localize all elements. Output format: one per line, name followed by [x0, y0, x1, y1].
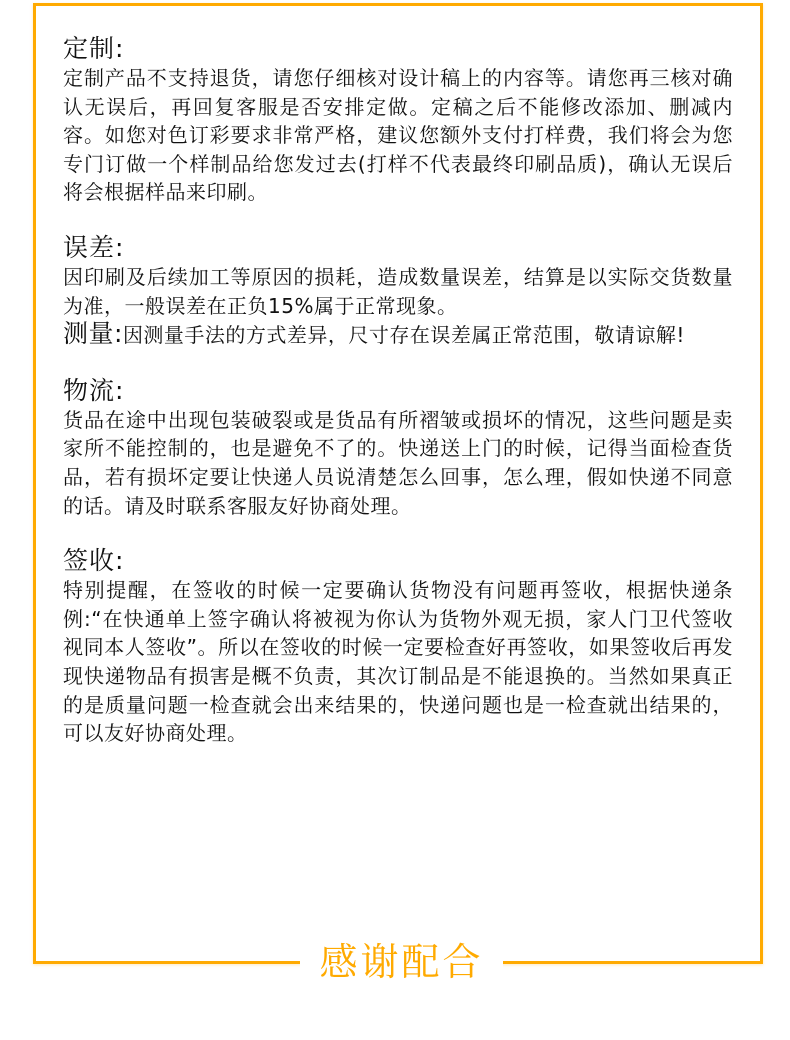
section-heading: 物流:	[63, 375, 125, 405]
section-custom	[63, 34, 733, 207]
measurement-heading: 测量:	[63, 319, 123, 349]
section-paragraph: 货品在途中出现包装破裂或是货品有所褶皱或损坏的情况，这些问题是卖家所不能控制的，也是避免不了的。快递送上门的时候，记得当面检查货品，若有损坏定要让快递人员说清楚怎么回事，怎么理，假如快递不同意的话。请及时联系客服友好协商处理。	[63, 407, 733, 518]
section-error	[63, 233, 733, 350]
section-heading: 签收:	[63, 546, 125, 576]
section-logistics	[63, 376, 733, 520]
section-paragraph: 特别提醒，在签收的时候一定要确认货物没有问题再签收，根据快递条例:“在快通单上签字确认将被视为你认为货物外观无损，家人门卫代签收视同本人签收”。所以在签收的时候一定要检查好再签收，如果签收后再发现快递物品有损害是概不负责，其次订制品是不能退换的。当然如果真正的是质量问题一检查就会出来结果的，快递问题也是一检查就出结果的，可以友好协商处理。	[63, 578, 733, 746]
section-heading: 误差:	[63, 232, 125, 262]
section-heading: 定制:	[63, 34, 125, 63]
measurement-paragraph	[63, 320, 733, 350]
section-signing	[63, 546, 733, 748]
measurement-text: 因测量手法的方式差异，尺寸存在误差属正常范围，敬请谅解!	[122, 323, 685, 348]
section-paragraph: 因印刷及后续加工等原因的损耗，造成数量误差，结算是以实际交货数量为准，一般误差在正负15%属于正常现象。	[63, 264, 733, 318]
thanks-title: 感谢配合	[319, 940, 484, 984]
footer-banner	[300, 932, 503, 992]
notice-content	[63, 34, 733, 774]
section-paragraph: 定制产品不支持退货，请您仔细核对设计稿上的内容等。请您再三核对确认无误后，再回复客服是否安排定做。定稿之后不能修改添加、删减内容。如您对色订彩要求非常严格，建议您额外支付打样费，我们将会为您专门订做一个样制品给您发过去(打样不代表最终印刷品质)，确认无误后将会根据样品来印刷。	[63, 66, 733, 205]
